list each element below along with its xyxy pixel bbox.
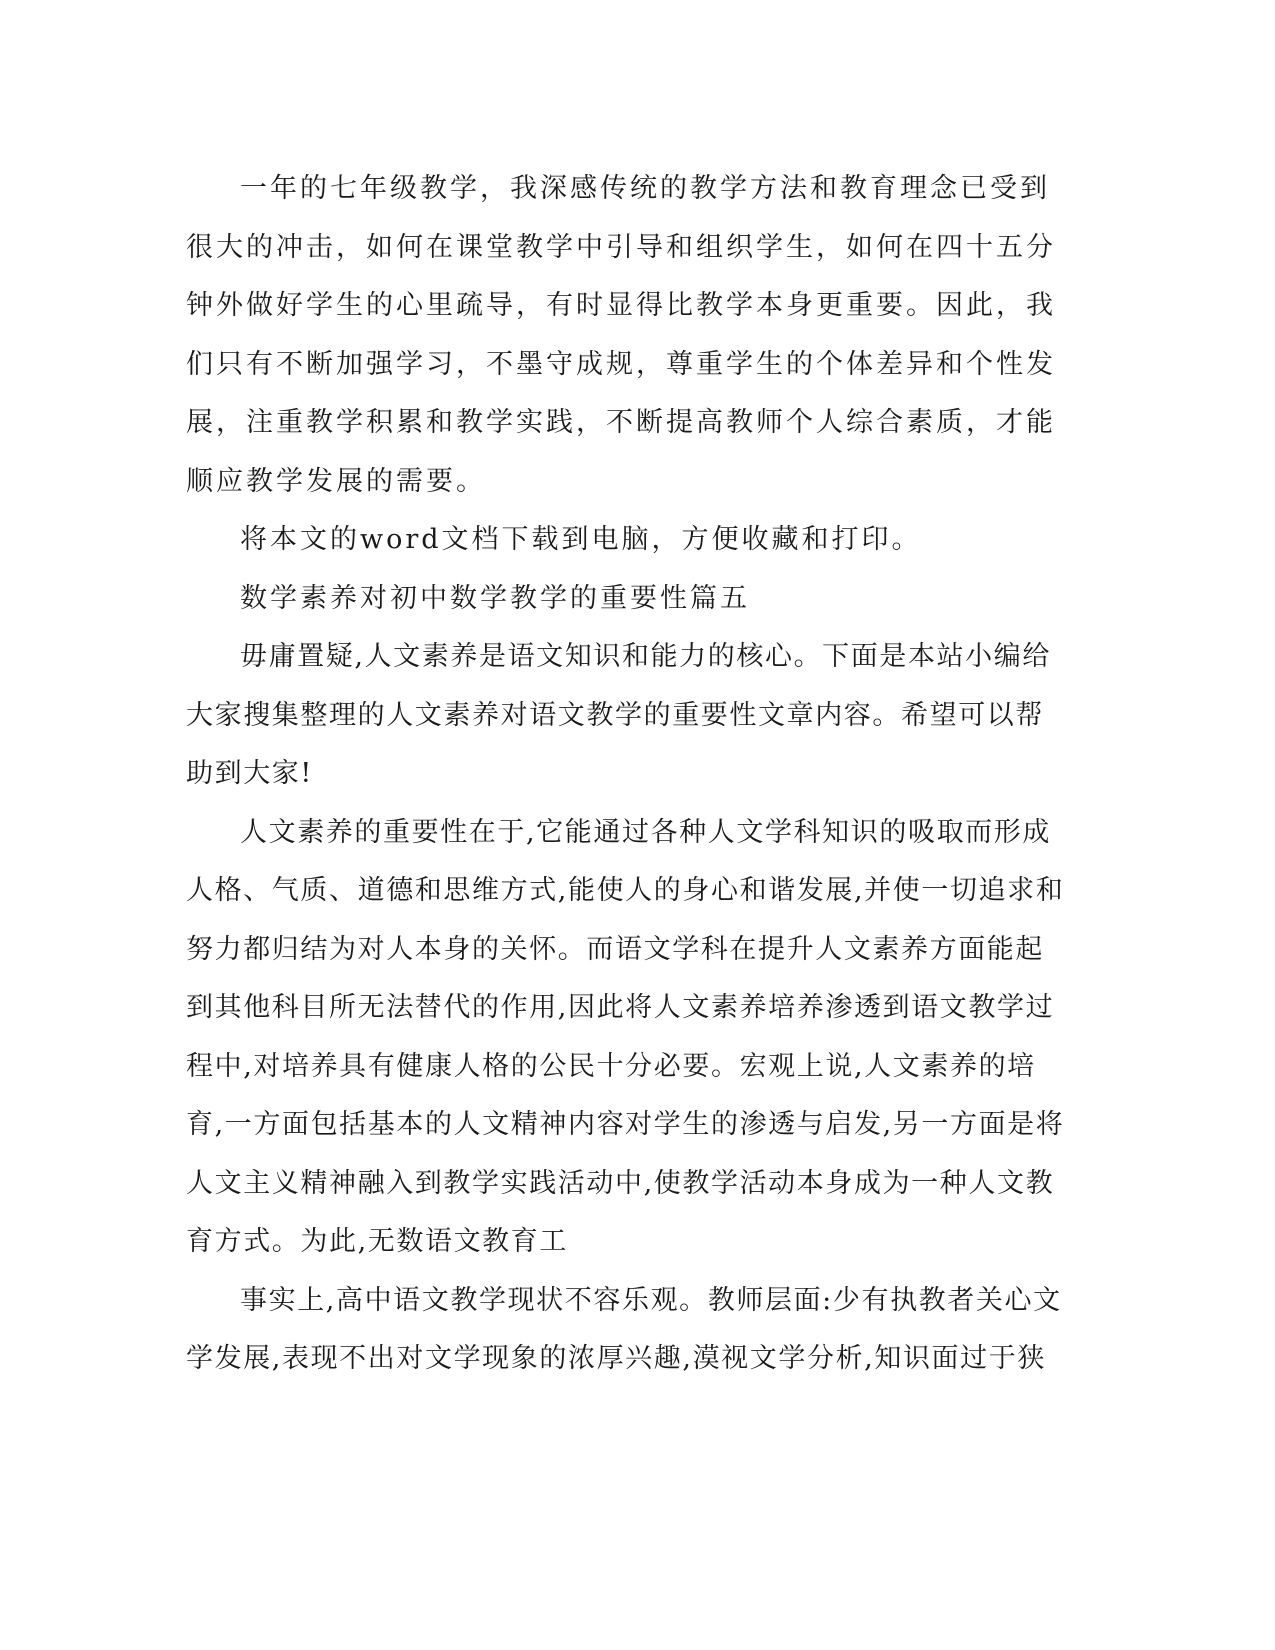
document-body (186, 160, 1066, 1389)
section-heading: 数学素养对初中数学教学的重要性篇五 (240, 582, 750, 614)
paragraph-download-note: 将本文的word文档下载到电脑，方便收藏和打印。 (240, 524, 922, 555)
paragraph-current-situation: 事实上,高中语文教学现状不容乐观。教师层面:少有执教者关心文学发展,表现不出对文学现象的浓厚兴趣,漠视文学分析,知识面过于狭 (186, 1284, 1062, 1374)
paragraph-intro: 毋庸置疑,人文素养是语文知识和能力的核心。下面是本站小编给大家搜集整理的人文素养对语文教学的重要性文章内容。希望可以帮助到大家! (186, 641, 1051, 789)
paragraph-teaching-reflection: 一年的七年级教学，我深感传统的教学方法和教育理念已受到很大的冲击，如何在课堂教学中引导和组织学生，如何在四十五分钟外做好学生的心里疏导，有时显得比教学本身更重要。因此，我们只有不断加强学习，不墨守成规，尊重学生的个体差异和个性发展，注重教学积累和教学实践，不断提高教师个人综合素质，才能顺应教学发展的需要。 (186, 173, 1056, 497)
paragraph-humanities-importance: 人文素养的重要性在于,它能通过各种人文学科知识的吸取而形成人格、气质、道德和思维方式,能使人的身心和谐发展,并使一切追求和努力都归结为对人本身的关怀。而语文学科在提升人文素养方面能起到其他科目所无法替代的作用,因此将人文素养培养渗透到语文教学过程中,对培养具有健康人格的公民十分必要。宏观上说,人文素养的培育,一方面包括基本的人文精神内容对学生的渗透与启发,另一方面是将人文主义精神融入到教学实践活动中,使教学活动本身成为一种人文教育方式。为此,无数语文教育工 (186, 816, 1065, 1257)
